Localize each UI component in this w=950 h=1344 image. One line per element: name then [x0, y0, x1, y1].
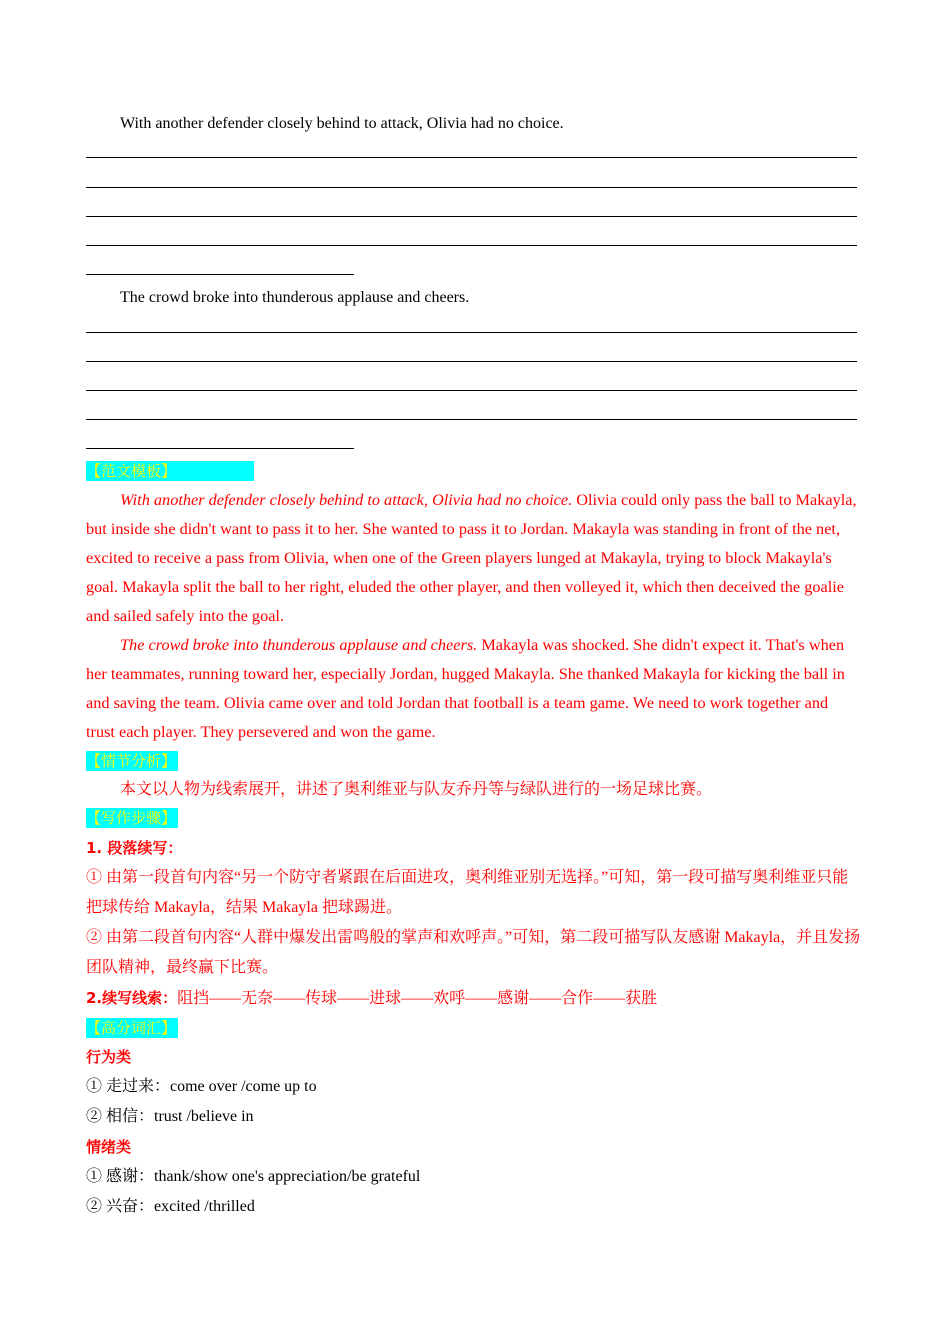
answer-line-short: [86, 274, 354, 275]
model-essay-body-2: Makayla was shocked. She didn't expect it. That's when her teammates, running toward her, especially Jordan, hugged Makayla. She thanked Makayla for kicking the ball in and saving the team. Olivia came over and told Jordan that football is a team game. We need to work together and trust each player. They persevered and won the game.: [86, 635, 845, 741]
answer-line: [86, 245, 857, 246]
model-essay-opening-2: The crowd broke into thunderous applause and cheers.: [120, 635, 478, 654]
vocab-item: ② 兴奋：excited /thrilled: [86, 1198, 255, 1215]
vocab-tag: 【高分词汇】: [86, 1019, 177, 1037]
step1-item-1: ① 由第一段首句内容“另一个防守者紧跟在后面进攻，奥利维亚别无选择。”可知，第一段可描写奥利维亚只能把球传给 Makayla，结果 Makayla 把球踢进。: [86, 869, 849, 916]
step2-content: 阻挡——无奈——传球——进球——欢呼——感谢——合作——获胜: [177, 990, 658, 1007]
prompt-paragraph-1: With another defender closely behind to attack, Olivia had no choice.: [120, 115, 564, 132]
answer-line: [86, 361, 857, 362]
answer-line: [86, 419, 857, 420]
vocab-category-emotion: 情绪类: [86, 1138, 132, 1156]
step1-title: 1. 段落续写：: [86, 839, 183, 857]
model-essay: [86, 485, 861, 746]
answer-line: [86, 390, 857, 391]
plot-analysis-tag: 【情节分析】: [86, 752, 177, 770]
plot-analysis-header: [86, 751, 178, 771]
answer-line: [86, 216, 857, 217]
step2-title: 2.续写线索：: [86, 989, 178, 1007]
step1-item-2: ② 由第二段首句内容“人群中爆发出雷鸣般的掌声和欢呼声。”可知，第二段可描写队友感谢 Makayla，并且发扬团队精神，最终赢下比赛。: [86, 929, 861, 976]
model-essay-header: [86, 461, 254, 481]
model-essay-opening-1: With another defender closely behind to attack, Olivia had no choice.: [120, 490, 573, 509]
answer-line: [86, 157, 857, 158]
writing-steps-tag: 【写作步骤】: [86, 809, 177, 827]
writing-steps-header: [86, 808, 178, 828]
model-essay-paragraph-2: [86, 630, 861, 746]
writing-steps: [86, 833, 861, 1014]
vocab-header: [86, 1018, 178, 1038]
plot-analysis-text: 本文以人物为线索展开，讲述了奥利维亚与队友乔丹等与绿队进行的一场足球比赛。: [120, 781, 713, 798]
vocab-item: ① 走过来：come over /come up to: [86, 1078, 317, 1095]
vocabulary-list: [86, 1042, 861, 1222]
prompt-paragraph-2: The crowd broke into thunderous applause and cheers.: [120, 289, 470, 306]
vocab-item: ② 相信：trust /believe in: [86, 1108, 254, 1125]
answer-line-short: [86, 448, 354, 449]
step2-line: [86, 983, 861, 1014]
model-essay-body-1: Olivia could only pass the ball to Makayla, but inside she didn't want to pass it to her. She wanted to pass it to Jordan. Makayla was standing in front of the net, excited to receive a pass from Olivia, when one of the Green players lunged at Makayla, trying to block Makayla's goal. Makayla split the ball to her right, eluded the other player, and then volleyed it, which then deceived the goalie and sailed safely into the goal.: [86, 490, 857, 625]
vocab-category-behavior: 行为类: [86, 1048, 132, 1066]
answer-line: [86, 187, 857, 188]
model-essay-tag: 【范文模板】: [86, 461, 254, 481]
answer-line: [86, 332, 857, 333]
vocab-item: ① 感谢：thank/show one's appreciation/be grateful: [86, 1168, 421, 1185]
model-essay-paragraph-1: [86, 485, 861, 630]
